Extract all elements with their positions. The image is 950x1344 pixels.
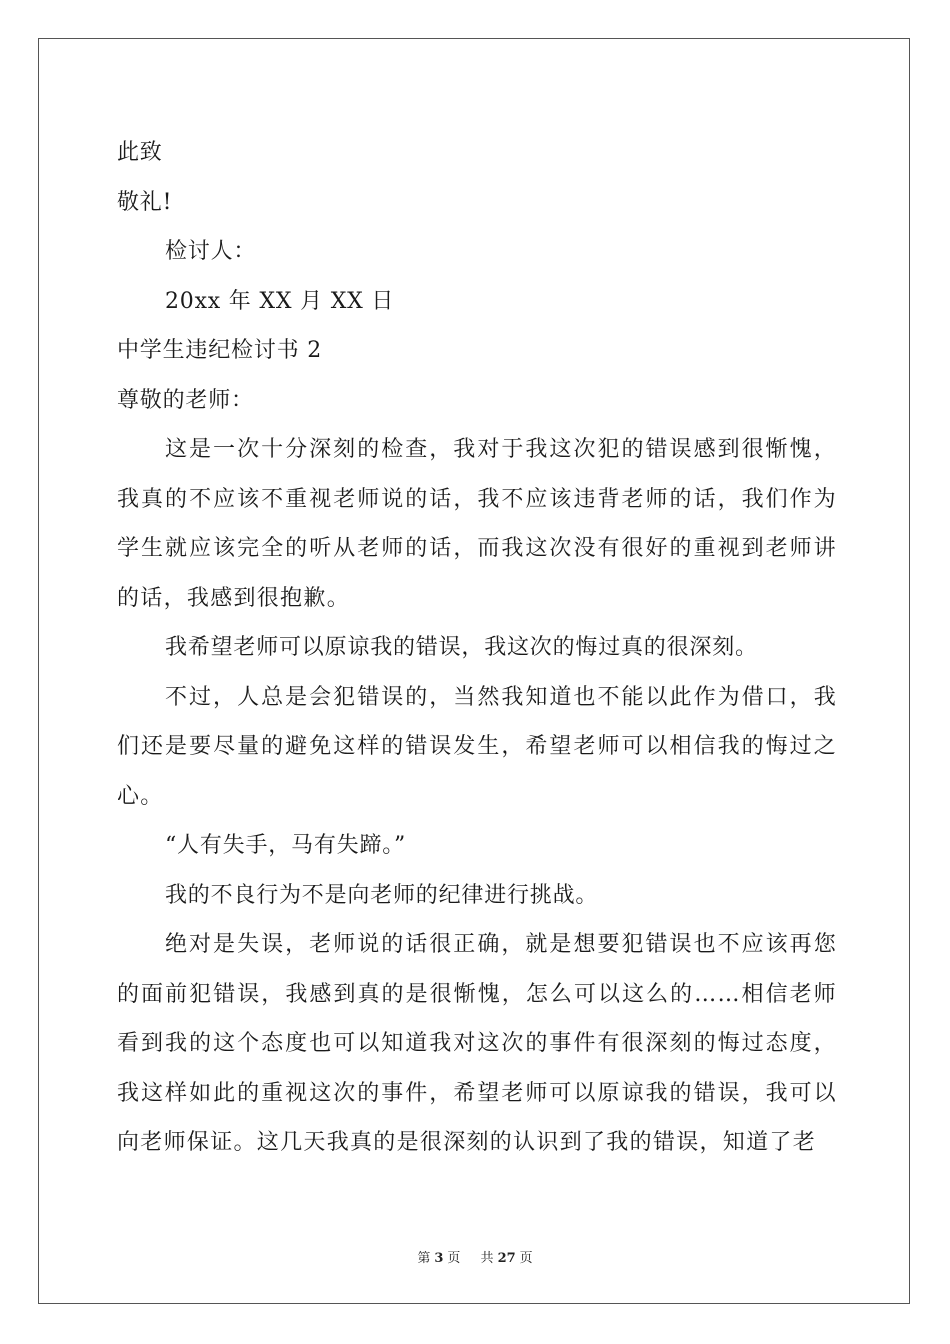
paragraph-1: 这是一次十分深刻的检查，我对于我这次犯的错误感到很惭愧，我真的不应该不重视老师说的话，我不应该违背老师的话，我们作为学生就应该完全的听从老师的话，而我这次没有很好的重视到老师讲的话，我感到很抱歉。 bbox=[117, 437, 837, 611]
paragraph-4: “人有失手，马有失蹄。” bbox=[165, 833, 407, 858]
paragraph-6: 绝对是失误，老师说的话很正确，就是想要犯错误也不应该再您的面前犯错误，我感到真的是很惭愧，怎么可以这么的……相信老师看到我的这个态度也可以知道我对这次的事件有很深刻的悔过态度，我这样如此的重视这次的事件，希望老师可以原谅我的错误，我可以向老师保证。这几天我真的是很深刻的认识到了我的错误，知道了老 bbox=[117, 932, 837, 1155]
closing-salute-1: 此致 bbox=[117, 140, 163, 165]
paragraph-3: 不过，人总是会犯错误的，当然我知道也不能以此作为借口，我们还是要尽量的避免这样的错误发生，希望老师可以相信我的悔过之心。 bbox=[117, 684, 837, 809]
page-number: 第 3 页 bbox=[417, 1251, 461, 1266]
paragraph-5: 我的不良行为不是向老师的纪律进行挑战。 bbox=[165, 882, 599, 908]
signer-label: 检讨人： bbox=[165, 239, 257, 264]
page-footer bbox=[0, 1247, 950, 1266]
greeting: 尊敬的老师： bbox=[117, 387, 254, 413]
page-total: 共 27 页 bbox=[480, 1251, 533, 1266]
document-title: 中学生违纪检讨书 2 bbox=[117, 338, 322, 363]
paragraph-2: 我希望老师可以原谅我的错误，我这次的悔过真的很深刻。 bbox=[165, 635, 758, 660]
letter-date: 20xx 年 XX 月 XX 日 bbox=[165, 288, 395, 314]
closing-salute-2: 敬礼! bbox=[117, 189, 173, 215]
document-body bbox=[117, 128, 837, 1168]
